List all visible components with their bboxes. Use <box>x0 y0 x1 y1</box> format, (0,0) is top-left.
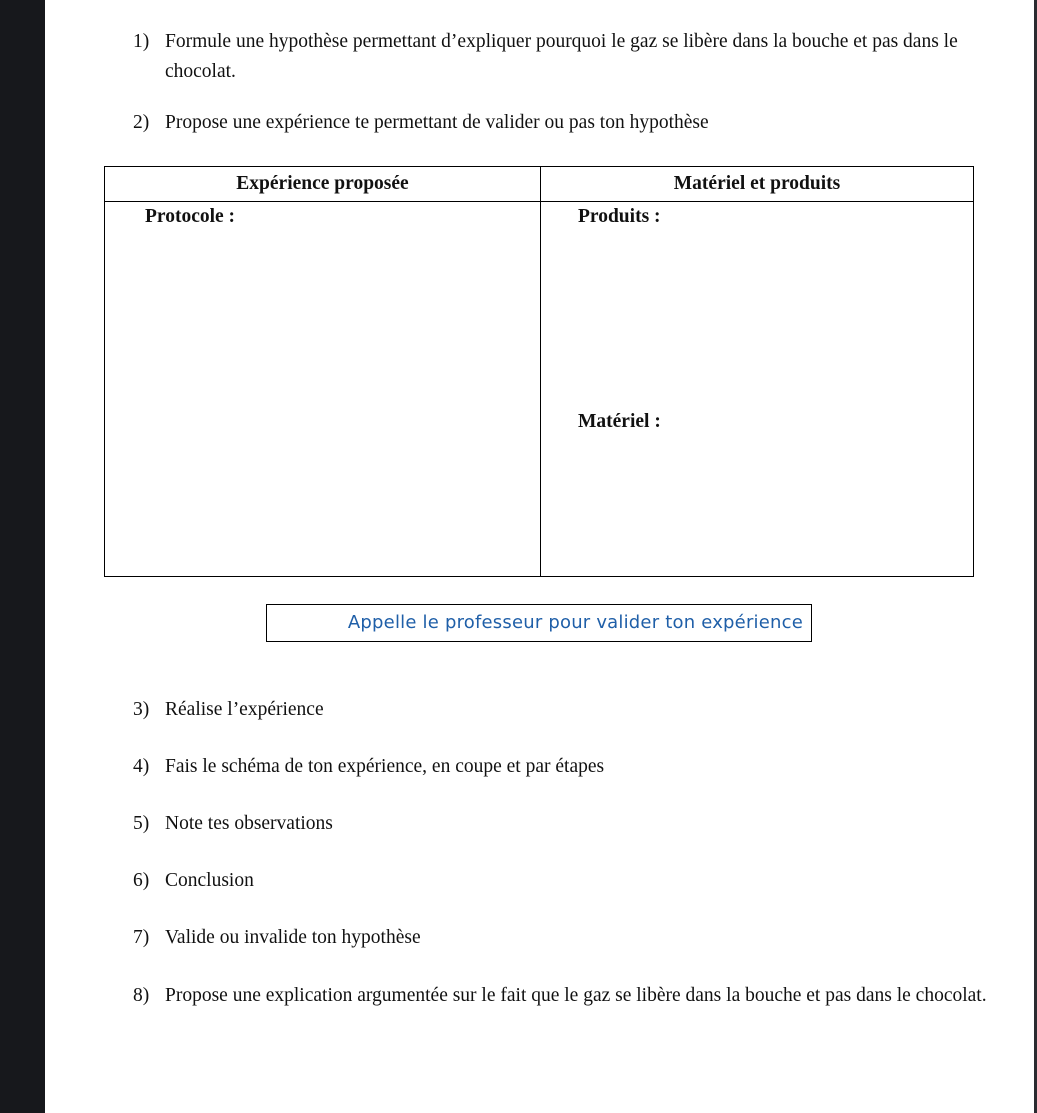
table-divider-vertical <box>540 167 541 576</box>
table-header-experiment: Expérience proposée <box>236 173 409 194</box>
question-text: Note tes observations <box>165 813 333 834</box>
question-text: Propose une explication argumentée sur le fait que le gaz se libère dans la bouche et pas dans le chocolat. <box>165 985 987 1006</box>
question-5 <box>133 809 993 839</box>
material-label: Matériel : <box>578 411 661 432</box>
question-8 <box>133 981 993 1011</box>
question-number: 4) <box>133 756 150 777</box>
question-text: Conclusion <box>165 870 254 891</box>
document-page <box>45 0 1034 1113</box>
table-header-material: Matériel et produits <box>673 173 841 194</box>
question-number: 5) <box>133 813 150 834</box>
question-text: Réalise l’expérience <box>165 699 324 720</box>
question-text: Fais le schéma de ton expérience, en coupe et par étapes <box>165 756 605 777</box>
question-number: 1) <box>133 31 150 52</box>
question-7 <box>133 923 993 953</box>
table-divider-horizontal <box>105 201 973 202</box>
viewer-left-panel <box>0 0 45 1113</box>
question-number: 7) <box>133 927 150 948</box>
products-label: Produits : <box>578 206 661 227</box>
question-number: 3) <box>133 699 150 720</box>
question-text: Formule une hypothèse permettant d’expliquer pourquoi le gaz se libère dans la bouche et pas dans le chocolat. <box>165 31 958 82</box>
question-3 <box>133 695 993 725</box>
question-text: Valide ou invalide ton hypothèse <box>165 927 421 948</box>
question-number: 6) <box>133 870 150 891</box>
question-2 <box>133 108 993 138</box>
question-number: 8) <box>133 985 150 1006</box>
question-text: Propose une expérience te permettant de valider ou pas ton hypothèse <box>165 112 709 133</box>
question-number: 2) <box>133 112 150 133</box>
question-6 <box>133 866 993 896</box>
question-1 <box>133 27 993 87</box>
experiment-table <box>104 166 974 577</box>
protocol-label: Protocole : <box>145 206 236 227</box>
question-4 <box>133 752 993 782</box>
teacher-callout: Appelle le professeur pour valider ton expérience <box>266 604 812 642</box>
